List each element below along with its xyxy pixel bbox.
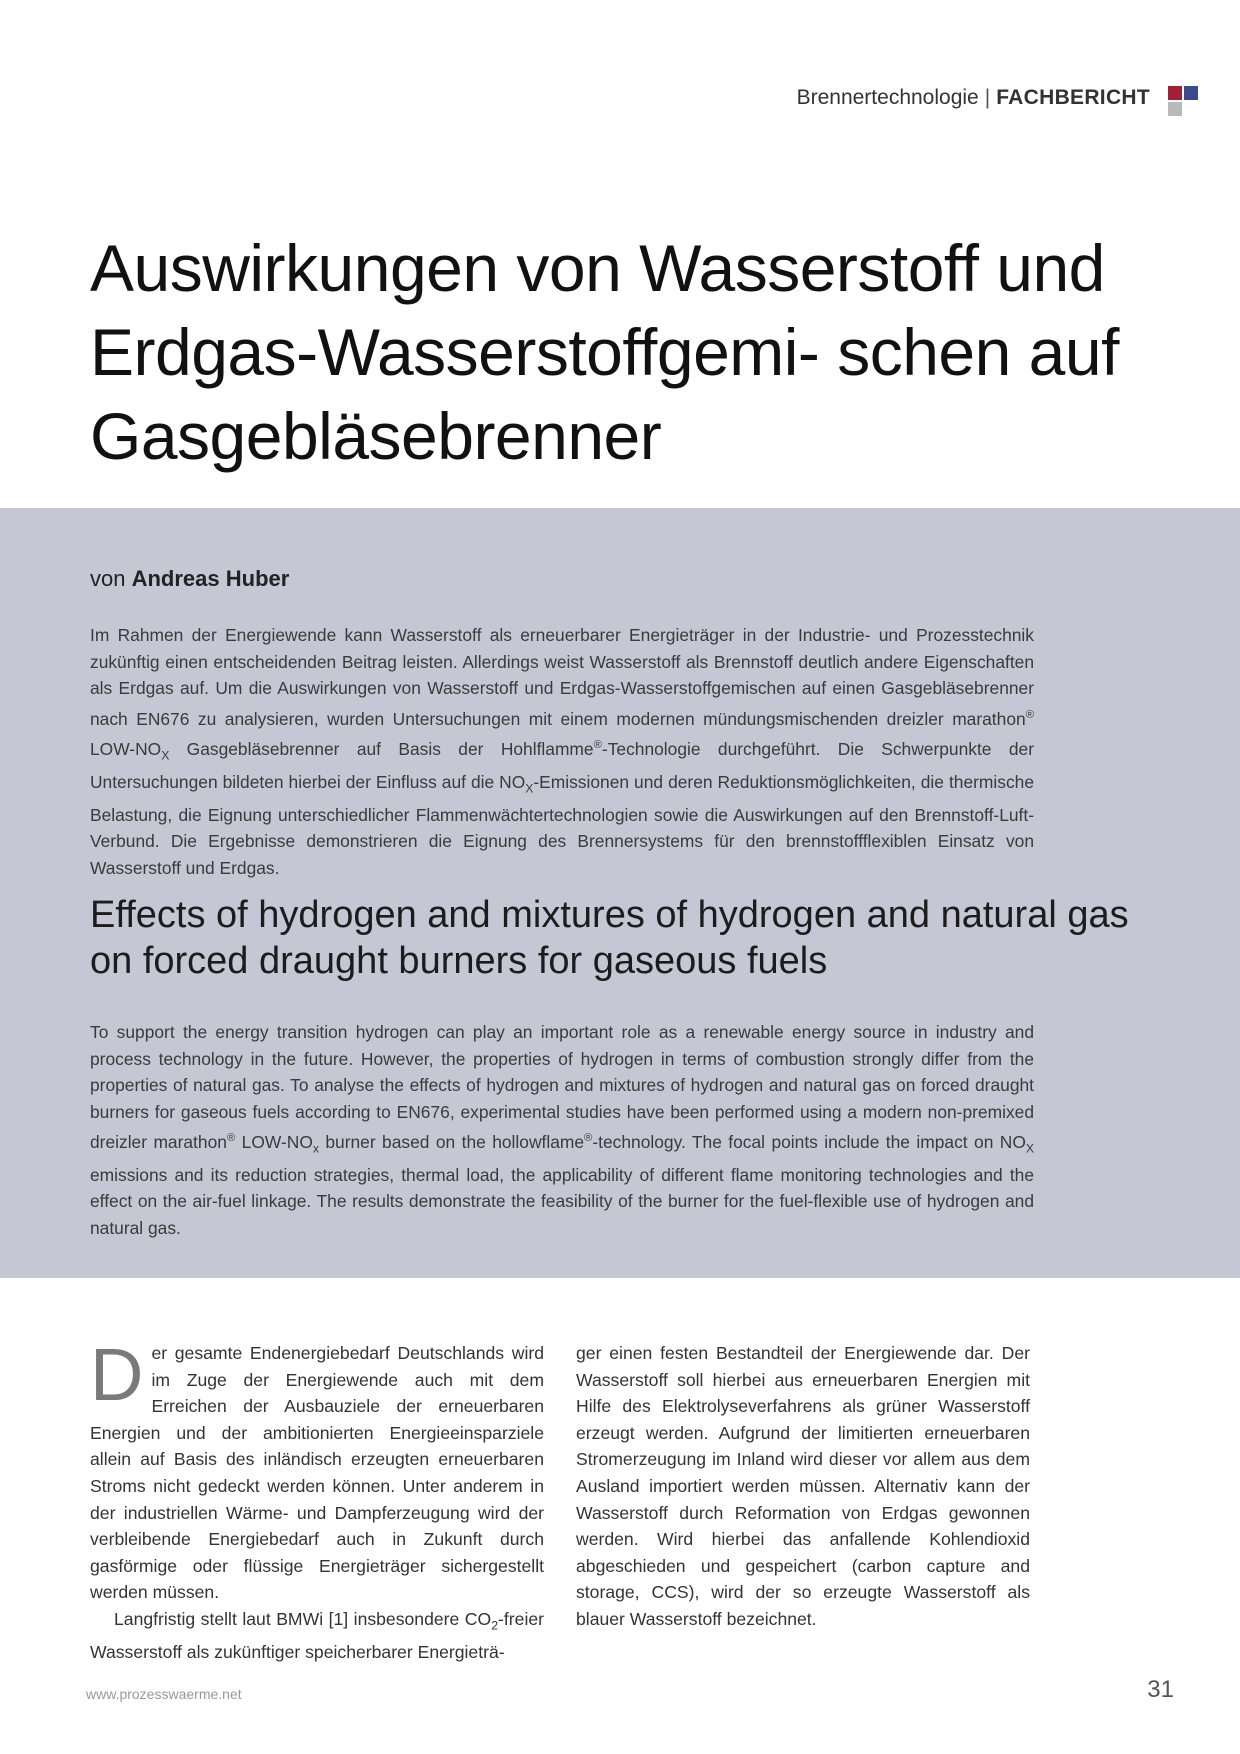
abstract-en-text: burner based on the hollowflame bbox=[318, 1131, 585, 1152]
body-column-right bbox=[576, 1340, 1030, 1633]
abstract-german bbox=[90, 622, 1034, 881]
footer-url: www.prozesswaerme.net bbox=[86, 1686, 242, 1702]
abstract-en-text: emissions and its reduction strategies, thermal load, the applicability of different flame monitoring technologies and the effect on the air-fuel linkage. The results demonstrate the feasibility of the burner for the fuel-flexible use of hydrogen and natural gas. bbox=[90, 1164, 1034, 1238]
article-title: Auswirkungen von Wasserstoff und Erdgas-Wasserstoffgemi- schen auf Gasgebläsebrenner bbox=[90, 231, 1119, 473]
body-column-left bbox=[90, 1333, 544, 1666]
registered-mark: ® bbox=[226, 1132, 236, 1144]
abstract-de-text: Im Rahmen der Energiewende kann Wasserstoff als erneuerbarer Energieträger in der Industrie- und Prozesstechnik zukünftig einen entscheidenden Beitrag leisten. Allerdings weist Wasserstoff als Brennstoff deutlich andere Eigenschaften als Erdgas auf. Um die Auswirkungen von Wasserstoff und Erdgas-Wasserstoffgemischen auf einen Gasgebläsebrenner nach EN676 zu analysieren, wurden Untersuchungen mit einem modernen mündungsmischenden dreizler marathon bbox=[90, 625, 1034, 729]
abstract-english bbox=[90, 1019, 1034, 1241]
body-text: -freier Wasserstoff als zukünftiger speicherbarer Energieträ- bbox=[90, 1608, 544, 1663]
subscript: X bbox=[525, 781, 534, 796]
abstract-en-text: To support the energy transition hydrogen can play an important role as a renewable energy source in industry and process technology in the future. However, the properties of hydrogen in terms of combustion strongly differ from the properties of natural gas. To analyse the effects of hydrogen and mixtures of hydrogen and natural gas on forced draught burners for gaseous fuels according to EN676, experimental studies have been performed using a modern non-premixed dreizler marathon bbox=[90, 1022, 1034, 1152]
logo-gray-square bbox=[1168, 102, 1182, 116]
drop-cap: D bbox=[90, 1333, 144, 1416]
logo-red-square bbox=[1168, 86, 1182, 100]
abstract-de-text: LOW-NO bbox=[90, 738, 162, 759]
author-name: Andreas Huber bbox=[131, 566, 290, 591]
abstract-de-text: Gasgebläsebrenner auf Basis der Hohlflamme bbox=[169, 738, 594, 759]
registered-mark: ® bbox=[593, 738, 602, 751]
body-paragraph bbox=[90, 1333, 544, 1606]
logo-blue-square bbox=[1184, 86, 1198, 100]
body-text: Langfristig stellt laut BMWi [1] insbesondere CO bbox=[114, 1608, 492, 1629]
registered-mark: ® bbox=[584, 1132, 593, 1144]
body-text: er gesamte Endenergiebedarf Deutschlands wird im Zuge der Energiewende auch mit dem Erreichen der Ausbauziele der erneuerbaren Energien und der ambitionierten Energieeinsparziele allein auf Basis des inländisch erzeugten erneuerbaren Stroms nicht gedeckt werden können. Unter anderem in der industriellen Wärme- und Dampferzeugung wird der verbleibende Energiebedarf auch in Zukunft durch gasförmige oder flüssige Energieträger sichergestellt werden müssen. bbox=[90, 1343, 544, 1603]
body-paragraph bbox=[90, 1606, 544, 1666]
byline-prefix: von bbox=[90, 566, 126, 591]
publisher-logo-icon bbox=[1168, 86, 1200, 118]
running-header bbox=[797, 86, 1150, 110]
subscript: X bbox=[1025, 1141, 1034, 1156]
subscript: X bbox=[161, 748, 170, 763]
registered-mark: ® bbox=[1025, 708, 1034, 721]
header-separator: | bbox=[984, 86, 991, 109]
page-number: 31 bbox=[1147, 1676, 1174, 1703]
header-section: Brennertechnologie bbox=[796, 86, 979, 109]
abstract-de-text: -Emissionen und deren Reduktionsmöglichkeiten, die thermische Belastung, die Eignung unterschiedlicher Flammenwächtertechnologien sowie die Auswirkungen auf den Brennstoff-Luft-Verbund. Die Ergebnisse demonstrieren die Eignung des Brennersystems für den brennstoffflexiblen Einsatz von Wasserstoff und Erdgas. bbox=[90, 771, 1034, 878]
subscript: x bbox=[312, 1141, 319, 1156]
subscript: 2 bbox=[491, 1618, 499, 1633]
abstract-de-text: -Technologie durchgeführt. Die Schwerpunkte der Untersuchungen bildeten hierbei der Einfluss auf die NO bbox=[90, 738, 1034, 792]
body-paragraph: ger einen festen Bestandteil der Energiewende dar. Der Wasserstoff soll hierbei aus erneuerbaren Energien mit Hilfe des Elektrolyseverfahrens als grüner Wasserstoff erzeugt werden. Aufgrund der limitierten erneuerbaren Stromerzeugung im Inland wird dieser vor allem aus dem Ausland importiert werden müssen. Alternativ kann der Wasserstoff durch Reformation von Erdgas gewonnen werden. Wird hierbei das anfallende Kohlendioxid abgeschieden und gespeichert (carbon capture and storage, CCS), wird der so erzeugte Wasserstoff als blauer Wasserstoff bezeichnet. bbox=[576, 1343, 1030, 1629]
english-title: Effects of hydrogen and mixtures of hydrogen and natural gas on forced draught burners for gaseous fuels bbox=[90, 894, 1129, 982]
header-kind: FACHBERICHT bbox=[996, 86, 1150, 109]
abstract-en-text: -technology. The focal points include the impact on NO bbox=[592, 1131, 1026, 1152]
byline bbox=[90, 566, 289, 592]
abstract-en-text: LOW-NO bbox=[235, 1131, 313, 1152]
